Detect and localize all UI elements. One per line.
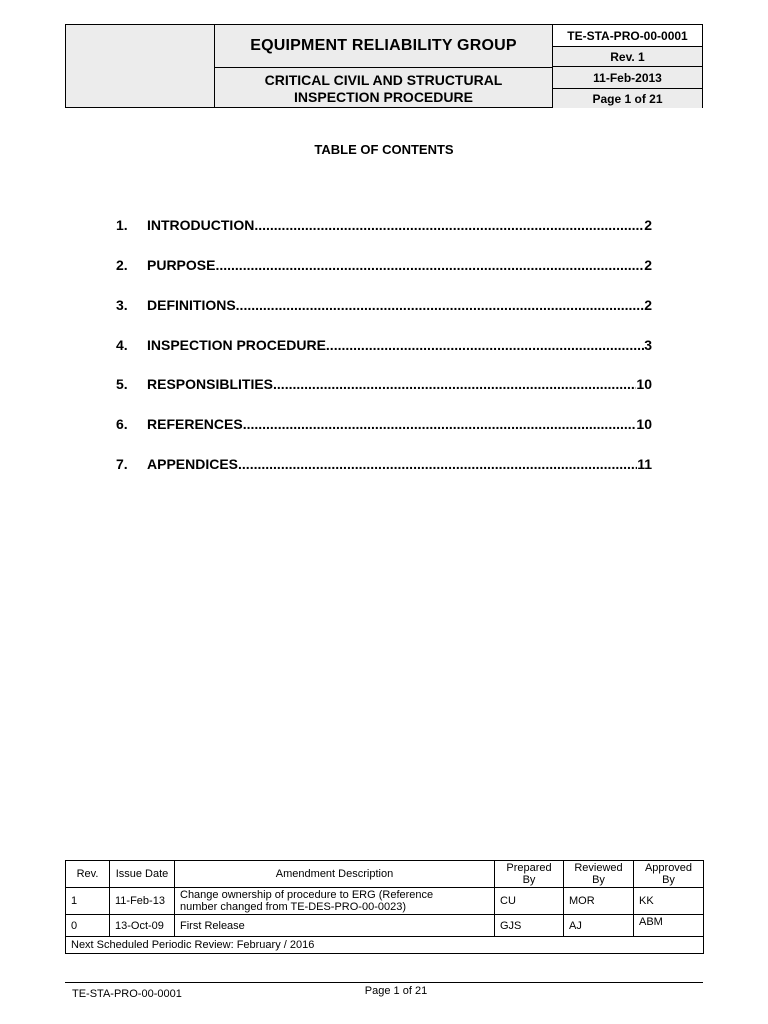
header-approved <box>634 861 704 888</box>
header-meta-block <box>553 24 703 108</box>
revision-table-header <box>66 861 704 888</box>
cell-description: First Release <box>175 915 495 937</box>
cell-approved: KK <box>634 888 704 915</box>
header-prepared-line1: Prepared <box>506 862 552 874</box>
toc-title: INSPECTION PROCEDURE <box>147 337 326 353</box>
footer-page-number: Page 1 of 21 <box>364 985 428 997</box>
document-title-line1: CRITICAL CIVIL AND STRUCTURAL <box>264 71 503 88</box>
toc-page: 2 <box>644 297 652 313</box>
toc-leader <box>273 376 636 392</box>
toc-number: 1. <box>116 217 128 233</box>
revision-table <box>65 860 704 954</box>
cell-prepared: CU <box>495 888 564 915</box>
page-indicator: Page 1 of 21 <box>553 89 702 108</box>
toc-title: RESPONSIBLITIES <box>147 376 274 392</box>
toc-item-introduction[interactable] <box>116 217 652 237</box>
cell-description <box>175 888 495 915</box>
toc-title: DEFINITIONS <box>147 297 236 313</box>
description-line2: number changed from TE-DES-PRO-00-0023) <box>180 901 407 913</box>
issue-date: 11-Feb-2013 <box>553 67 702 89</box>
document-title-line2: INSPECTION PROCEDURE <box>294 88 473 105</box>
toc-page: 10 <box>636 416 652 432</box>
header-approved-line2: By <box>662 874 675 886</box>
toc-page: 3 <box>644 337 652 353</box>
toc-number: 7. <box>116 456 128 472</box>
toc-number: 3. <box>116 297 128 313</box>
toc-leader <box>236 297 645 313</box>
toc-page: 11 <box>637 456 652 472</box>
toc-page: 2 <box>644 217 652 233</box>
header-reviewed-line2: By <box>592 874 605 886</box>
cell-rev: 0 <box>66 915 110 937</box>
toc-title: REFERENCES <box>147 416 243 432</box>
toc-leader <box>326 337 644 353</box>
cell-prepared: GJS <box>495 915 564 937</box>
next-review-row <box>66 937 704 954</box>
revision-label: Rev. 1 <box>553 47 702 67</box>
toc-number: 5. <box>116 376 128 392</box>
document-title <box>215 68 552 109</box>
header-description: Amendment Description <box>175 861 495 888</box>
cell-reviewed: MOR <box>564 888 634 915</box>
footer-doc-number: TE-STA-PRO-00-0001 <box>72 988 182 1000</box>
footer-divider <box>65 982 703 983</box>
header-approved-line1: Approved <box>644 862 693 874</box>
toc-item-purpose[interactable] <box>116 257 652 277</box>
toc-leader <box>215 257 644 273</box>
toc-title: APPENDICES <box>147 456 239 472</box>
toc-item-definitions[interactable] <box>116 297 652 317</box>
header-title-block <box>215 24 553 108</box>
toc-title: INTRODUCTION <box>147 217 255 233</box>
toc-heading: TABLE OF CONTENTS <box>314 142 454 157</box>
table-row <box>66 915 704 937</box>
toc-number: 6. <box>116 416 128 432</box>
toc-item-references[interactable] <box>116 416 652 436</box>
toc-leader <box>238 456 637 472</box>
cell-date: 11-Feb-13 <box>110 888 175 915</box>
toc-title: PURPOSE <box>147 257 216 273</box>
header-rev: Rev. <box>66 861 110 888</box>
toc-item-inspection-procedure[interactable] <box>116 337 652 357</box>
toc-page: 2 <box>644 257 652 273</box>
table-row <box>66 888 704 915</box>
toc-item-appendices[interactable] <box>116 456 652 476</box>
header-issue-date: Issue Date <box>110 861 175 888</box>
toc-number: 4. <box>116 337 128 353</box>
cell-date: 13-Oct-09 <box>110 915 175 937</box>
header-prepared-line2: By <box>522 874 536 886</box>
toc-leader <box>243 416 637 432</box>
next-review-text: Next Scheduled Periodic Review: February / 2016 <box>66 937 704 954</box>
logo-area <box>65 24 215 108</box>
toc-leader <box>254 217 644 233</box>
doc-number: TE-STA-PRO-00-0001 <box>553 25 702 47</box>
description-line1: Change ownership of procedure to ERG (Reference <box>180 889 434 901</box>
organization-name: EQUIPMENT RELIABILITY GROUP <box>250 37 517 54</box>
header-prepared <box>495 861 564 888</box>
header-reviewed-line1: Reviewed <box>574 862 623 874</box>
cell-rev: 1 <box>66 888 110 915</box>
cell-approved: ABM <box>634 915 704 937</box>
cell-reviewed: AJ <box>564 915 634 937</box>
toc-number: 2. <box>116 257 128 273</box>
header-reviewed <box>564 861 634 888</box>
toc-item-responsibilities[interactable] <box>116 376 652 396</box>
toc-page: 10 <box>636 376 652 392</box>
